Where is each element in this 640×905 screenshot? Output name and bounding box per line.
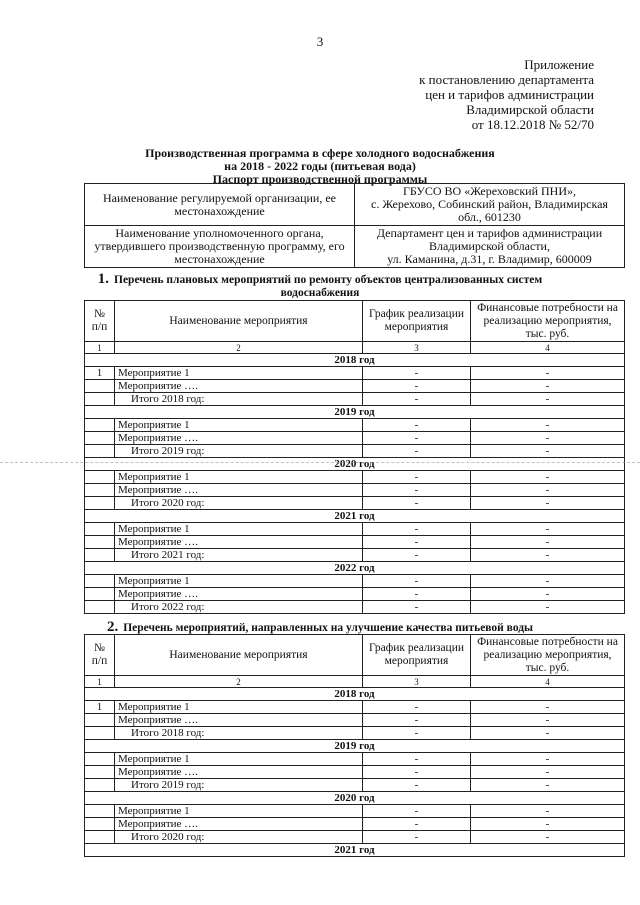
appendix-block	[334, 57, 594, 132]
table-row	[85, 380, 625, 393]
measure-name: Итого 2022 год:	[115, 601, 363, 614]
passport-value	[355, 184, 625, 226]
table-row	[85, 367, 625, 380]
passport-value-line: с. Жерехово, Собинский район, Владимирская	[371, 197, 608, 211]
year-label: 2021 год	[85, 844, 625, 857]
table-header-row	[85, 635, 625, 676]
column-index: 4	[471, 676, 625, 688]
measure-name: Мероприятие ….	[115, 432, 363, 445]
section-number: 1.	[97, 271, 109, 287]
schedule-value: -	[363, 432, 471, 445]
total-row	[85, 393, 625, 406]
row-number	[85, 575, 115, 588]
section-2-title	[0, 621, 640, 635]
schedule-value: -	[363, 523, 471, 536]
column-index-row	[85, 342, 625, 354]
schedule-value: -	[363, 393, 471, 406]
measure-name: Мероприятие ….	[115, 588, 363, 601]
table-row	[85, 575, 625, 588]
section-2-table	[84, 634, 625, 857]
row-number	[85, 766, 115, 779]
finance-value: -	[471, 601, 625, 614]
header-num: № п/п	[85, 301, 115, 342]
year-row	[85, 844, 625, 857]
table-row	[85, 753, 625, 766]
passport-value	[355, 226, 625, 268]
year-label: 2018 год	[85, 688, 625, 701]
column-index: 4	[471, 342, 625, 354]
finance-value: -	[471, 779, 625, 792]
measure-name: Итого 2019 год:	[115, 779, 363, 792]
schedule-value: -	[363, 536, 471, 549]
appendix-line: от 18.12.2018 № 52/70	[471, 117, 594, 132]
table-row	[85, 419, 625, 432]
finance-value: -	[471, 393, 625, 406]
schedule-value: -	[363, 484, 471, 497]
measure-name: Мероприятие 1	[115, 419, 363, 432]
finance-value: -	[471, 536, 625, 549]
measure-name: Мероприятие ….	[115, 380, 363, 393]
page-number: 3	[316, 34, 324, 49]
row-number	[85, 779, 115, 792]
measure-name: Итого 2020 год:	[115, 497, 363, 510]
schedule-value: -	[363, 601, 471, 614]
row-number	[85, 727, 115, 740]
row-number: 1	[85, 701, 115, 714]
table-row	[85, 523, 625, 536]
total-row	[85, 549, 625, 562]
finance-value: -	[471, 831, 625, 844]
measure-name: Мероприятие 1	[115, 805, 363, 818]
passport-row	[85, 226, 625, 268]
passport-value-line: обл., 601230	[458, 210, 521, 224]
passport-label: Наименование регулируемой организации, ее местонахождение	[85, 184, 355, 226]
section-1-table	[84, 300, 625, 614]
finance-value: -	[471, 701, 625, 714]
header-finance: Финансовые потребности на реализацию мероприятия, тыс. руб.	[471, 301, 625, 342]
passport-row	[85, 184, 625, 226]
column-index: 1	[85, 676, 115, 688]
finance-value: -	[471, 497, 625, 510]
schedule-value: -	[363, 753, 471, 766]
passport-value-line: Департамент цен и тарифов администрации	[376, 226, 603, 240]
schedule-value: -	[363, 380, 471, 393]
measure-name: Итого 2018 год:	[115, 727, 363, 740]
passport-title: Паспорт производственной программы	[212, 172, 428, 186]
appendix-line: Приложение	[524, 57, 594, 72]
row-number	[85, 523, 115, 536]
finance-value: -	[471, 471, 625, 484]
schedule-value: -	[363, 549, 471, 562]
row-number	[85, 601, 115, 614]
total-row	[85, 831, 625, 844]
year-row	[85, 688, 625, 701]
column-index: 2	[115, 342, 363, 354]
section-1-title	[0, 273, 640, 300]
year-label: 2020 год	[85, 792, 625, 805]
row-number	[85, 753, 115, 766]
schedule-value: -	[363, 831, 471, 844]
schedule-value: -	[363, 766, 471, 779]
table-row	[85, 805, 625, 818]
section-number: 2.	[106, 619, 119, 635]
year-label: 2019 год	[85, 406, 625, 419]
table-row	[85, 766, 625, 779]
passport-label: Наименование уполномоченного органа, утвердившего производственную программу, его местонахождение	[85, 226, 355, 268]
measure-name: Итого 2018 год:	[115, 393, 363, 406]
schedule-value: -	[363, 445, 471, 458]
finance-value: -	[471, 484, 625, 497]
schedule-value: -	[363, 367, 471, 380]
row-number	[85, 536, 115, 549]
row-number	[85, 419, 115, 432]
passport-table	[84, 183, 625, 268]
appendix-line: цен и тарифов администрации	[425, 87, 594, 102]
passport-value-line: ул. Каманина, д.31, г. Владимир, 600009	[387, 252, 592, 266]
measure-name: Мероприятие 1	[115, 753, 363, 766]
finance-value: -	[471, 380, 625, 393]
year-label: 2022 год	[85, 562, 625, 575]
schedule-value: -	[363, 805, 471, 818]
year-row	[85, 562, 625, 575]
row-number	[85, 588, 115, 601]
finance-value: -	[471, 432, 625, 445]
schedule-value: -	[363, 818, 471, 831]
row-number	[85, 471, 115, 484]
measure-name: Итого 2019 год:	[115, 445, 363, 458]
table-row	[85, 432, 625, 445]
column-index-row	[85, 676, 625, 688]
table-row	[85, 818, 625, 831]
table-row	[85, 714, 625, 727]
header-num: № п/п	[85, 635, 115, 676]
measure-name: Мероприятие 1	[115, 471, 363, 484]
schedule-value: -	[363, 779, 471, 792]
measure-name: Мероприятие ….	[115, 484, 363, 497]
row-number	[85, 805, 115, 818]
year-label: 2019 год	[85, 740, 625, 753]
finance-value: -	[471, 523, 625, 536]
measure-name: Мероприятие 1	[115, 575, 363, 588]
measure-name: Мероприятие ….	[115, 818, 363, 831]
column-index: 1	[85, 342, 115, 354]
measure-name: Мероприятие ….	[115, 766, 363, 779]
finance-value: -	[471, 549, 625, 562]
section-title-line: Перечень плановых мероприятий по ремонту объектов централизованных систем	[114, 274, 543, 286]
passport-value-line: Владимирской области,	[429, 239, 550, 253]
finance-value: -	[471, 727, 625, 740]
measure-name: Мероприятие 1	[115, 367, 363, 380]
finance-value: -	[471, 588, 625, 601]
column-index: 3	[363, 676, 471, 688]
column-index: 2	[115, 676, 363, 688]
table-row	[85, 701, 625, 714]
schedule-value: -	[363, 497, 471, 510]
table-row	[85, 471, 625, 484]
section-title-line: Перечень мероприятий, направленных на улучшение качества питьевой воды	[123, 622, 534, 634]
measure-name: Итого 2020 год:	[115, 831, 363, 844]
appendix-line: Владимирской области	[466, 102, 594, 117]
row-number: 1	[85, 367, 115, 380]
row-number	[85, 831, 115, 844]
total-row	[85, 497, 625, 510]
row-number	[85, 432, 115, 445]
schedule-value: -	[363, 727, 471, 740]
year-row	[85, 406, 625, 419]
schedule-value: -	[363, 419, 471, 432]
appendix-line: к постановлению департамента	[419, 72, 594, 87]
finance-value: -	[471, 766, 625, 779]
year-row	[85, 792, 625, 805]
row-number	[85, 445, 115, 458]
finance-value: -	[471, 805, 625, 818]
year-label: 2018 год	[85, 354, 625, 367]
year-label: 2020 год	[85, 458, 625, 471]
table-header-row	[85, 301, 625, 342]
passport-value-line: ГБУСО ВО «Жереховский ПНИ»,	[402, 184, 576, 198]
total-row	[85, 779, 625, 792]
finance-value: -	[471, 818, 625, 831]
year-row	[85, 740, 625, 753]
column-index: 3	[363, 342, 471, 354]
header-schedule: График реализации мероприятия	[363, 635, 471, 676]
total-row	[85, 601, 625, 614]
year-row	[85, 354, 625, 367]
schedule-value: -	[363, 701, 471, 714]
schedule-value: -	[363, 471, 471, 484]
schedule-value: -	[363, 588, 471, 601]
header-name: Наименование мероприятия	[115, 301, 363, 342]
measure-name: Мероприятие 1	[115, 523, 363, 536]
measure-name: Мероприятие ….	[115, 714, 363, 727]
finance-value: -	[471, 714, 625, 727]
row-number	[85, 484, 115, 497]
section-title-line: водоснабжения	[280, 287, 360, 299]
document-title	[0, 147, 640, 186]
row-number	[85, 380, 115, 393]
scan-fold-line	[0, 462, 640, 463]
finance-value: -	[471, 367, 625, 380]
row-number	[85, 549, 115, 562]
header-name: Наименование мероприятия	[115, 635, 363, 676]
row-number	[85, 393, 115, 406]
table-row	[85, 484, 625, 497]
measure-name: Мероприятие ….	[115, 536, 363, 549]
table-row	[85, 588, 625, 601]
row-number	[85, 497, 115, 510]
schedule-value: -	[363, 714, 471, 727]
year-label: 2021 год	[85, 510, 625, 523]
year-row	[85, 458, 625, 471]
year-row	[85, 510, 625, 523]
header-schedule: График реализации мероприятия	[363, 301, 471, 342]
title-line: на 2018 - 2022 годы (питьевая вода)	[224, 159, 416, 173]
finance-value: -	[471, 445, 625, 458]
header-finance: Финансовые потребности на реализацию мероприятия, тыс. руб.	[471, 635, 625, 676]
finance-value: -	[471, 753, 625, 766]
row-number	[85, 714, 115, 727]
finance-value: -	[471, 419, 625, 432]
schedule-value: -	[363, 575, 471, 588]
measure-name: Итого 2021 год:	[115, 549, 363, 562]
table-row	[85, 536, 625, 549]
finance-value: -	[471, 575, 625, 588]
total-row	[85, 727, 625, 740]
total-row	[85, 445, 625, 458]
measure-name: Мероприятие 1	[115, 701, 363, 714]
title-line: Производственная программа в сфере холодного водоснабжения	[145, 146, 495, 160]
row-number	[85, 818, 115, 831]
